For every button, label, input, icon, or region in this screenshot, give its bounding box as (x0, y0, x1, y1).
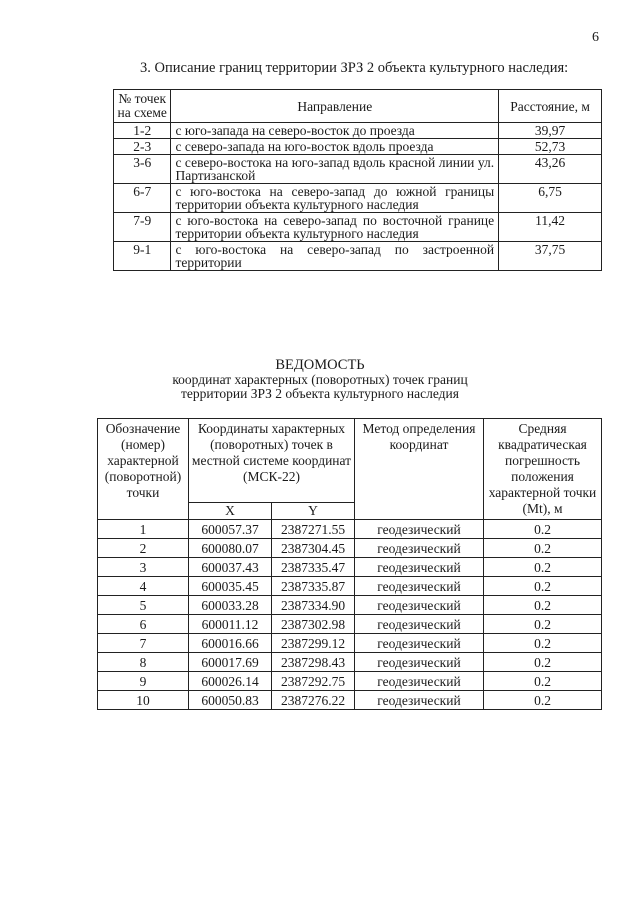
boundary-direction-cell: с юго-запада на северо-восток до проезда (171, 123, 499, 139)
boundary-points-cell: 6-7 (114, 184, 171, 213)
boundary-distance-cell: 6,75 (499, 184, 602, 213)
coordinates-table-row (98, 691, 602, 710)
header-x: X (189, 503, 272, 520)
coord-x-cell: 600037.43 (189, 558, 272, 577)
boundary-table-row (114, 139, 602, 155)
boundary-points-cell: 7-9 (114, 213, 171, 242)
boundary-points-cell: 3-6 (114, 155, 171, 184)
coordinates-table-body (98, 520, 602, 710)
coord-y-cell: 2387276.22 (272, 691, 355, 710)
coord-error-cell: 0.2 (484, 539, 602, 558)
coord-method-cell: геодезический (355, 577, 484, 596)
coord-point-cell: 1 (98, 520, 189, 539)
boundary-direction-cell: с юго-востока на северо-запад по восточной границе территории объекта культурного наследия (171, 213, 499, 242)
coord-x-cell: 600057.37 (189, 520, 272, 539)
coord-method-cell: геодезический (355, 558, 484, 577)
coord-x-cell: 600016.66 (189, 634, 272, 653)
coordinates-table-row (98, 539, 602, 558)
coord-point-cell: 4 (98, 577, 189, 596)
coord-x-cell: 600035.45 (189, 577, 272, 596)
coord-point-cell: 10 (98, 691, 189, 710)
coordinates-table-row (98, 672, 602, 691)
header-coordinates: Координаты характерных (поворотных) точек в местной системе координат (МСК-22) (189, 419, 355, 503)
statement-subtitle-line2: территории ЗРЗ 2 объекта культурного наследия (181, 386, 459, 401)
boundary-distance-cell: 37,75 (499, 242, 602, 271)
coord-method-cell: геодезический (355, 672, 484, 691)
page-number: 6 (592, 30, 599, 45)
coord-y-cell: 2387304.45 (272, 539, 355, 558)
coord-x-cell: 600017.69 (189, 653, 272, 672)
coord-method-cell: геодезический (355, 691, 484, 710)
boundary-points-cell: 9-1 (114, 242, 171, 271)
coord-y-cell: 2387335.47 (272, 558, 355, 577)
coord-method-cell: геодезический (355, 539, 484, 558)
coord-x-cell: 600080.07 (189, 539, 272, 558)
boundary-table-row (114, 242, 602, 271)
boundary-distance-cell: 52,73 (499, 139, 602, 155)
boundary-distance-cell: 39,97 (499, 123, 602, 139)
boundary-direction-cell: с юго-востока на северо-запад по застроенной территории (171, 242, 499, 271)
header-y: Y (272, 503, 355, 520)
coord-method-cell: геодезический (355, 615, 484, 634)
coordinates-table-row (98, 596, 602, 615)
coord-y-cell: 2387302.98 (272, 615, 355, 634)
coord-point-cell: 6 (98, 615, 189, 634)
coord-y-cell: 2387292.75 (272, 672, 355, 691)
boundary-description-table (113, 89, 602, 271)
coord-error-cell: 0.2 (484, 558, 602, 577)
boundary-direction-cell: с северо-запада на юго-восток вдоль проезда (171, 139, 499, 155)
header-designation: Обозначение (номер) характерной (поворотной) точки (98, 419, 189, 520)
coord-y-cell: 2387299.12 (272, 634, 355, 653)
coord-y-cell: 2387334.90 (272, 596, 355, 615)
coord-point-cell: 8 (98, 653, 189, 672)
boundary-points-cell: 2-3 (114, 139, 171, 155)
coord-y-cell: 2387298.43 (272, 653, 355, 672)
coord-point-cell: 9 (98, 672, 189, 691)
coordinates-table-row (98, 634, 602, 653)
coord-error-cell: 0.2 (484, 634, 602, 653)
coordinates-table-header-row (98, 419, 602, 503)
coordinates-table-row (98, 558, 602, 577)
header-points: № точек на схеме (114, 90, 171, 123)
section-heading: 3. Описание границ территории ЗРЗ 2 объекта культурного наследия: (140, 60, 569, 76)
coord-error-cell: 0.2 (484, 672, 602, 691)
coord-x-cell: 600026.14 (189, 672, 272, 691)
header-error: Средняя квадратическая погрешность положения характерной точки (Mt), м (484, 419, 602, 520)
coord-error-cell: 0.2 (484, 615, 602, 634)
boundary-points-cell: 1-2 (114, 123, 171, 139)
coordinates-table-row (98, 615, 602, 634)
boundary-table-row (114, 184, 602, 213)
boundary-distance-cell: 11,42 (499, 213, 602, 242)
statement-title: ВЕДОМОСТЬ (275, 357, 365, 373)
boundary-table-header-row (114, 90, 602, 123)
coord-error-cell: 0.2 (484, 691, 602, 710)
header-distance: Расстояние, м (499, 90, 602, 123)
coord-x-cell: 600033.28 (189, 596, 272, 615)
boundary-table-row (114, 213, 602, 242)
coord-error-cell: 0.2 (484, 577, 602, 596)
boundary-table-row (114, 155, 602, 184)
coord-error-cell: 0.2 (484, 653, 602, 672)
coord-point-cell: 3 (98, 558, 189, 577)
coordinates-table (97, 418, 602, 710)
boundary-direction-cell: с северо-востока на юго-запад вдоль красной линии ул. Партизанской (171, 155, 499, 184)
coord-x-cell: 600050.83 (189, 691, 272, 710)
header-direction: Направление (171, 90, 499, 123)
boundary-table-row (114, 123, 602, 139)
coord-point-cell: 5 (98, 596, 189, 615)
coord-y-cell: 2387335.87 (272, 577, 355, 596)
coord-method-cell: геодезический (355, 653, 484, 672)
boundary-distance-cell: 43,26 (499, 155, 602, 184)
coord-x-cell: 600011.12 (189, 615, 272, 634)
coord-point-cell: 7 (98, 634, 189, 653)
coordinates-table-row (98, 653, 602, 672)
coord-y-cell: 2387271.55 (272, 520, 355, 539)
coord-error-cell: 0.2 (484, 596, 602, 615)
coord-error-cell: 0.2 (484, 520, 602, 539)
coord-method-cell: геодезический (355, 596, 484, 615)
coord-method-cell: геодезический (355, 634, 484, 653)
boundary-direction-cell: с юго-востока на северо-запад до южной границы территории объекта культурного наследия (171, 184, 499, 213)
boundary-table-body (114, 123, 602, 271)
coord-method-cell: геодезический (355, 520, 484, 539)
statement-subtitle-line1: координат характерных (поворотных) точек границ (172, 372, 468, 387)
coordinates-table-row (98, 520, 602, 539)
header-method: Метод определения координат (355, 419, 484, 520)
coord-point-cell: 2 (98, 539, 189, 558)
coordinates-table-row (98, 577, 602, 596)
